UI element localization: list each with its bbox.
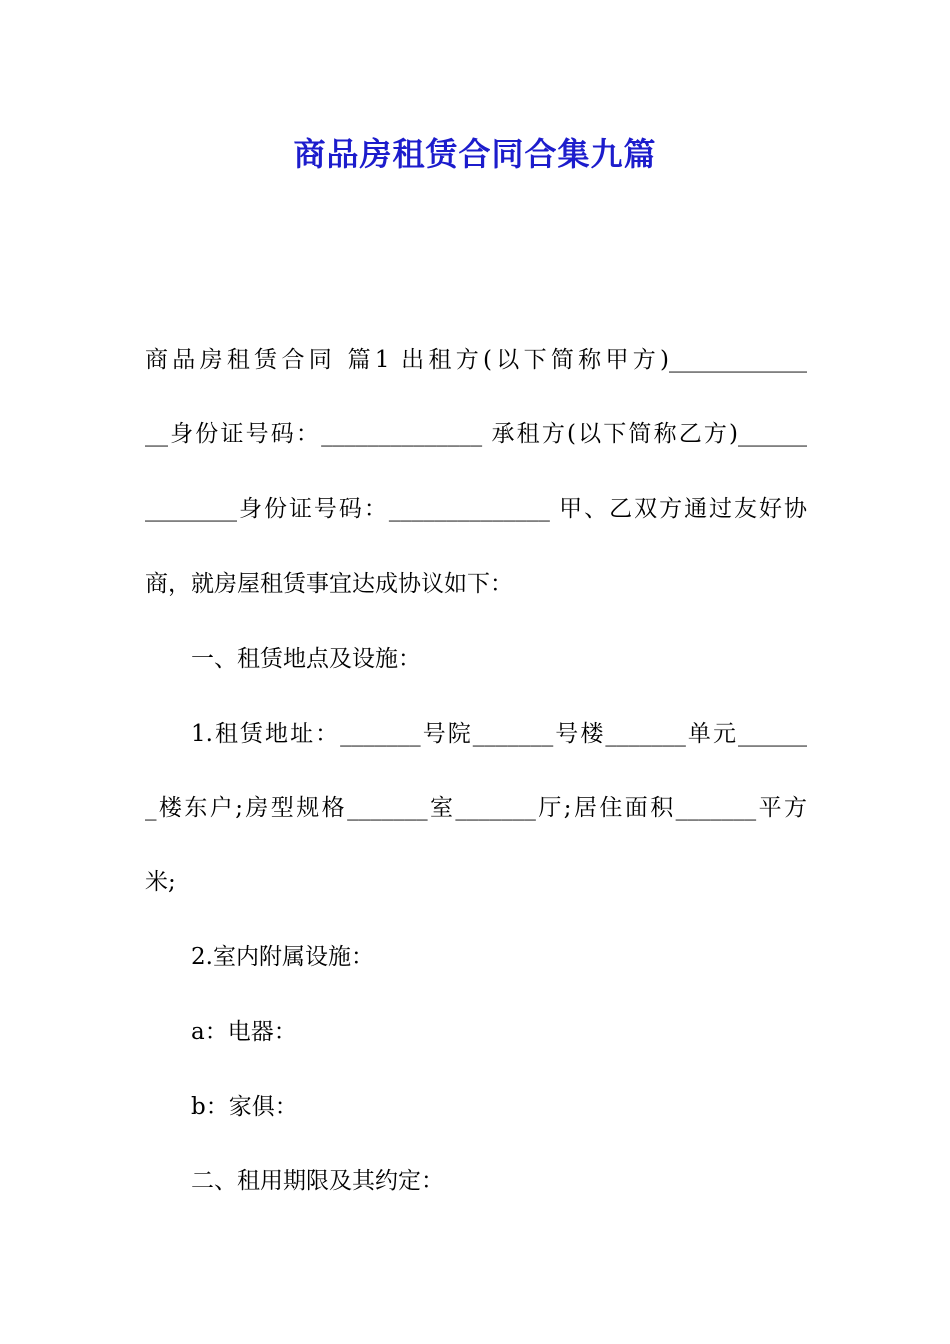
- paragraph-line-3: ________身份证号码：______________ 甲、乙双方通过友好协: [145, 496, 807, 522]
- list-item-b: b：家俱：: [191, 1094, 298, 1120]
- clause-heading-2: 2.室内附属设施：: [191, 944, 374, 970]
- section-heading-1: 一、租赁地点及设施：: [191, 646, 421, 672]
- clause-line-2: _楼东户;房型规格_______室_______厅;居住面积_______平方: [145, 795, 807, 821]
- section-heading-2: 二、租用期限及其约定：: [191, 1168, 444, 1194]
- paragraph-line-2: __身份证号码：______________ 承租方(以下简称乙方)______: [145, 421, 807, 447]
- paragraph-line-1: 商品房租赁合同 篇1 出租方(以下简称甲方)____________: [145, 347, 807, 373]
- clause-line-3: 米;: [145, 869, 176, 895]
- clause-line-1: 1.租赁地址：_______号院_______号楼_______单元______: [191, 721, 807, 747]
- paragraph-line-4: 商，就房屋租赁事宜达成协议如下：: [145, 571, 513, 597]
- document-title: 商品房租赁合同合集九篇: [293, 135, 657, 173]
- list-item-a: a：电器：: [191, 1019, 297, 1045]
